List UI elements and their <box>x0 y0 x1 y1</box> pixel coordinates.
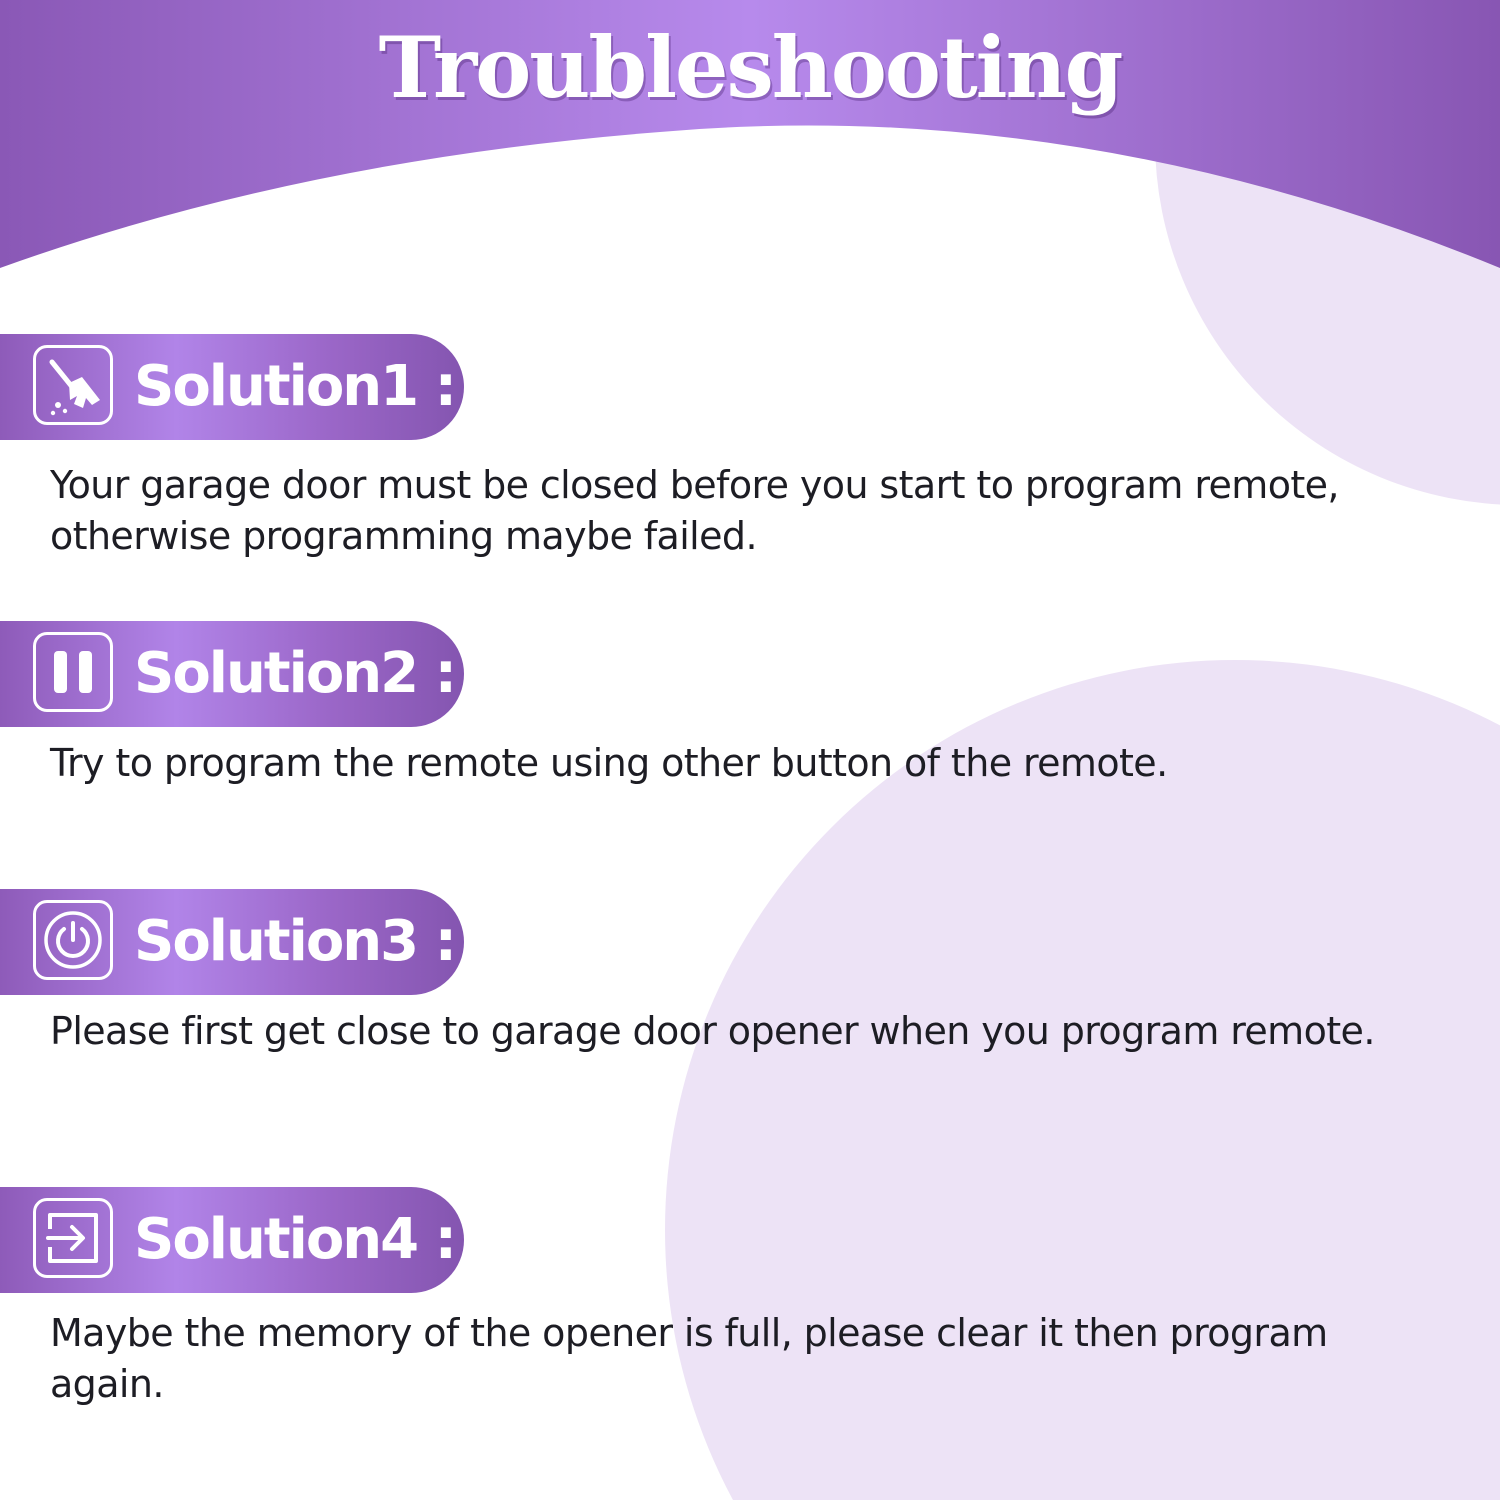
sign-in-icon <box>33 1198 113 1278</box>
pause-icon <box>33 632 113 712</box>
solution-3-label: Solution3 : <box>134 909 456 974</box>
solution-1-label: Solution1 : <box>134 354 456 419</box>
solution-2-label: Solution2 : <box>134 641 456 706</box>
solution-1-header <box>0 334 464 440</box>
solution-3-header <box>0 889 464 995</box>
solution-2-text: Try to program the remote using other button of the remote. <box>50 741 1168 785</box>
solution-4-header <box>0 1187 464 1293</box>
solution-2-header <box>0 621 464 727</box>
page-title: Troubleshooting <box>378 18 1122 117</box>
solution-1-text: Your garage door must be closed before you start to program remote, otherwise programming maybe failed. <box>50 463 1339 558</box>
solution-4-label: Solution4 : <box>134 1207 456 1272</box>
solution-4-text: Maybe the memory of the opener is full, please clear it then program again. <box>50 1311 1328 1406</box>
power-icon <box>33 900 113 980</box>
broom-icon <box>33 345 113 425</box>
solution-3-text: Please first get close to garage door opener when you program remote. <box>50 1009 1375 1053</box>
